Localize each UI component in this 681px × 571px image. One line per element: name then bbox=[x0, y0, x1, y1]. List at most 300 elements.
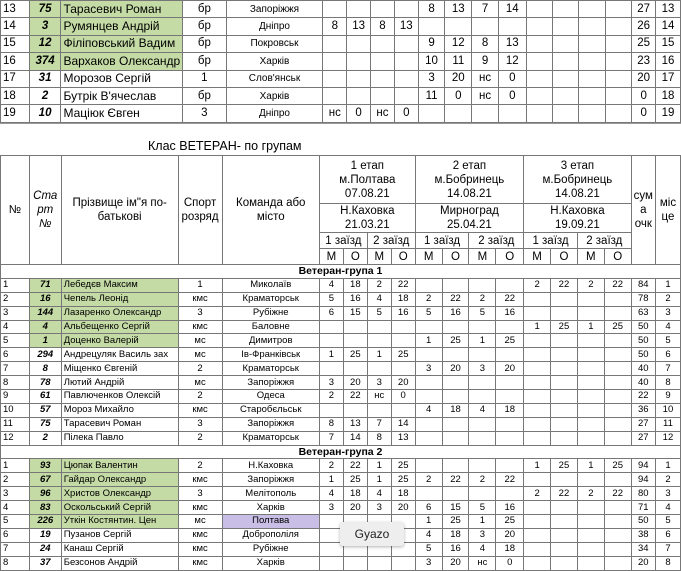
row-number: 16 bbox=[1, 53, 30, 70]
sport-rank: бр bbox=[183, 1, 226, 18]
athlete-name: Чепель Леонід bbox=[61, 292, 178, 306]
score-cell: 1 bbox=[415, 334, 442, 348]
sum-points: 50 bbox=[631, 348, 655, 362]
table-row bbox=[1, 403, 681, 417]
team-city: Рубіжне bbox=[222, 306, 319, 320]
score-cell bbox=[551, 528, 578, 542]
start-number: 57 bbox=[29, 403, 61, 417]
score-cell bbox=[371, 87, 395, 104]
score-cell: 22 bbox=[391, 278, 415, 292]
athlete-name: Гайдар Олександр bbox=[61, 473, 178, 487]
score-cell: 5 bbox=[319, 292, 343, 306]
score-cell bbox=[577, 473, 604, 487]
score-cell: 1 bbox=[319, 348, 343, 362]
score-cell: 0 bbox=[394, 105, 418, 122]
sum-points: 80 bbox=[631, 487, 655, 501]
header-num: № bbox=[1, 156, 30, 265]
sum-points: 20 bbox=[631, 556, 655, 570]
final-place: 12 bbox=[655, 431, 680, 445]
score-cell: 25 bbox=[496, 515, 524, 529]
final-place: 19 bbox=[656, 105, 681, 122]
final-place: 11 bbox=[655, 417, 680, 431]
score-cell: 18 bbox=[391, 487, 415, 501]
start-number: 2 bbox=[29, 431, 61, 445]
score-cell: 20 bbox=[442, 556, 469, 570]
score-cell bbox=[415, 376, 442, 390]
score-cell bbox=[524, 528, 551, 542]
sport-rank: кмс bbox=[178, 292, 222, 306]
score-cell bbox=[394, 35, 418, 52]
table-row bbox=[1, 334, 681, 348]
team-city: Одеса bbox=[222, 390, 319, 404]
team-city: Н.Каховка bbox=[222, 459, 319, 473]
score-cell: 25 bbox=[343, 473, 367, 487]
points-col-label: О bbox=[391, 249, 415, 265]
start-number: 3 bbox=[29, 18, 61, 35]
athlete-name: Пузанов Сергій bbox=[61, 528, 178, 542]
score-cell bbox=[496, 320, 524, 334]
score-cell bbox=[577, 417, 604, 431]
final-place: 3 bbox=[655, 487, 680, 501]
stage2-sub bbox=[415, 204, 523, 233]
score-cell: нс bbox=[469, 556, 496, 570]
race2-label: 2 заїзд bbox=[367, 233, 415, 249]
score-cell bbox=[323, 70, 347, 87]
table-row bbox=[1, 70, 681, 87]
final-place: 18 bbox=[656, 87, 681, 104]
score-cell bbox=[551, 292, 578, 306]
stage3-title: 3 етап bbox=[560, 159, 595, 172]
sport-rank: 3 bbox=[178, 306, 222, 320]
final-place: 3 bbox=[655, 306, 680, 320]
stage1-header bbox=[319, 156, 415, 204]
score-cell bbox=[343, 556, 367, 570]
score-cell: 25 bbox=[442, 334, 469, 348]
score-cell bbox=[524, 348, 551, 362]
final-place: 4 bbox=[655, 320, 680, 334]
score-cell bbox=[394, 1, 418, 18]
score-cell: 0 bbox=[496, 556, 524, 570]
score-cell bbox=[604, 473, 631, 487]
score-cell: 13 bbox=[391, 431, 415, 445]
sport-rank: кмс bbox=[178, 473, 222, 487]
score-cell bbox=[604, 306, 631, 320]
score-cell bbox=[496, 348, 524, 362]
score-cell: 2 bbox=[367, 278, 391, 292]
score-cell bbox=[577, 306, 604, 320]
sport-rank: кмс bbox=[178, 542, 222, 556]
score-cell bbox=[418, 18, 445, 35]
table-row bbox=[1, 501, 681, 515]
score-cell: 22 bbox=[442, 473, 469, 487]
gyazo-button[interactable]: Gyazo bbox=[340, 522, 404, 546]
athlete-name: Морозов Сергій bbox=[61, 70, 183, 87]
sport-rank: кмс bbox=[178, 501, 222, 515]
final-place: 4 bbox=[655, 501, 680, 515]
score-cell bbox=[323, 53, 347, 70]
score-cell bbox=[343, 362, 367, 376]
row-number: 3 bbox=[1, 306, 30, 320]
team-city: Дніпро bbox=[226, 105, 323, 122]
final-place: 17 bbox=[656, 70, 681, 87]
score-cell bbox=[551, 348, 578, 362]
row-number: 1 bbox=[1, 459, 30, 473]
start-number: 16 bbox=[29, 292, 61, 306]
final-place: 8 bbox=[655, 556, 680, 570]
score-cell bbox=[496, 487, 524, 501]
score-cell: 1 bbox=[367, 348, 391, 362]
score-cell bbox=[551, 556, 578, 570]
start-number: 93 bbox=[29, 459, 61, 473]
score-cell: 13 bbox=[394, 18, 418, 35]
row-number: 1 bbox=[1, 278, 30, 292]
score-cell: 2 bbox=[524, 487, 551, 501]
sport-rank: мс bbox=[178, 515, 222, 529]
score-cell bbox=[496, 431, 524, 445]
team-city: Старобєльськ bbox=[222, 403, 319, 417]
athlete-name: Тарасевич Роман bbox=[61, 417, 178, 431]
score-cell: 5 bbox=[415, 306, 442, 320]
score-cell: 8 bbox=[371, 18, 395, 35]
row-number: 8 bbox=[1, 376, 30, 390]
final-place: 9 bbox=[655, 390, 680, 404]
score-cell: 25 bbox=[604, 459, 631, 473]
score-cell: 3 bbox=[367, 501, 391, 515]
row-number: 5 bbox=[1, 515, 30, 529]
start-number: 12 bbox=[29, 35, 61, 52]
score-cell bbox=[524, 390, 551, 404]
race1-label: 1 заїзд bbox=[319, 233, 367, 249]
sum-points: 84 bbox=[631, 278, 655, 292]
score-cell bbox=[442, 278, 469, 292]
header-rank: Спорт розряд bbox=[178, 156, 222, 265]
score-cell: 8 bbox=[472, 35, 499, 52]
score-cell: 22 bbox=[551, 278, 578, 292]
score-cell: 16 bbox=[442, 542, 469, 556]
team-city: Харків bbox=[222, 556, 319, 570]
score-cell: 11 bbox=[445, 53, 472, 70]
start-number: 1 bbox=[29, 334, 61, 348]
score-cell: 15 bbox=[442, 501, 469, 515]
table-row bbox=[1, 306, 681, 320]
score-cell bbox=[415, 348, 442, 362]
start-number: 24 bbox=[29, 542, 61, 556]
sum-points: 34 bbox=[631, 542, 655, 556]
score-cell: 0 bbox=[498, 70, 526, 87]
score-cell bbox=[604, 417, 631, 431]
score-cell bbox=[605, 53, 631, 70]
row-number: 2 bbox=[1, 292, 30, 306]
table-row bbox=[1, 376, 681, 390]
team-city: Краматорськ bbox=[222, 431, 319, 445]
score-cell: 2 bbox=[415, 292, 442, 306]
score-cell bbox=[367, 403, 391, 417]
score-cell bbox=[442, 431, 469, 445]
score-cell bbox=[551, 306, 578, 320]
score-cell bbox=[577, 515, 604, 529]
score-cell bbox=[577, 348, 604, 362]
stage3-place: м.Бобринець bbox=[542, 173, 613, 186]
sport-rank: кмс bbox=[178, 320, 222, 334]
score-cell bbox=[524, 556, 551, 570]
score-cell: 3 bbox=[319, 376, 343, 390]
score-cell bbox=[551, 501, 578, 515]
stage1-date: 07.08.21 bbox=[344, 187, 390, 200]
sum-points: 36 bbox=[631, 403, 655, 417]
team-city: Димитров bbox=[222, 334, 319, 348]
start-number: 83 bbox=[29, 501, 61, 515]
final-place: 10 bbox=[655, 403, 680, 417]
table-row bbox=[1, 473, 681, 487]
score-cell: 1 bbox=[469, 334, 496, 348]
start-number: 71 bbox=[29, 278, 61, 292]
score-cell bbox=[496, 417, 524, 431]
stage3-sub bbox=[524, 204, 632, 233]
score-cell: 22 bbox=[442, 292, 469, 306]
score-cell: 4 bbox=[319, 278, 343, 292]
start-number: 31 bbox=[29, 70, 61, 87]
athlete-name: Бутрік В'ячеслав bbox=[61, 87, 183, 104]
score-cell bbox=[577, 376, 604, 390]
score-cell bbox=[469, 320, 496, 334]
table-row bbox=[1, 35, 681, 52]
score-cell bbox=[343, 334, 367, 348]
score-cell: 18 bbox=[442, 528, 469, 542]
score-cell: 3 bbox=[415, 362, 442, 376]
score-cell bbox=[391, 320, 415, 334]
sum-points: 0 bbox=[632, 105, 656, 122]
team-city: Краматорськ bbox=[222, 362, 319, 376]
sport-rank: мс bbox=[178, 334, 222, 348]
score-cell: 20 bbox=[391, 501, 415, 515]
header-place: міс це bbox=[655, 156, 680, 265]
sum-points: 27 bbox=[631, 431, 655, 445]
score-cell bbox=[415, 487, 442, 501]
blank-row-gap bbox=[0, 123, 681, 142]
sport-rank: 2 bbox=[178, 459, 222, 473]
stage2-header bbox=[415, 156, 523, 204]
sum-points: 26 bbox=[632, 18, 656, 35]
score-cell bbox=[442, 376, 469, 390]
score-cell: 18 bbox=[391, 292, 415, 306]
sum-points: 25 bbox=[632, 35, 656, 52]
team-city: Мелітополь bbox=[222, 487, 319, 501]
place-col-label: М bbox=[367, 249, 391, 265]
team-city: Миколаїв bbox=[222, 278, 319, 292]
final-place: 13 bbox=[656, 1, 681, 18]
score-cell bbox=[579, 87, 605, 104]
score-cell bbox=[367, 320, 391, 334]
score-cell bbox=[469, 376, 496, 390]
score-cell bbox=[415, 278, 442, 292]
score-cell: 20 bbox=[442, 362, 469, 376]
score-cell: 20 bbox=[445, 70, 472, 87]
score-cell: 4 bbox=[415, 403, 442, 417]
sum-points: 27 bbox=[632, 1, 656, 18]
score-cell bbox=[553, 70, 579, 87]
table-row bbox=[1, 431, 681, 445]
score-cell: 18 bbox=[496, 542, 524, 556]
row-number: 3 bbox=[1, 487, 30, 501]
row-number: 18 bbox=[1, 87, 30, 104]
stage1-title: 1 етап bbox=[350, 159, 384, 172]
score-cell bbox=[469, 487, 496, 501]
score-cell bbox=[347, 70, 371, 87]
score-cell: 1 bbox=[367, 473, 391, 487]
start-number: 75 bbox=[29, 417, 61, 431]
final-place: 2 bbox=[655, 473, 680, 487]
table-row bbox=[1, 390, 681, 404]
start-number: 67 bbox=[29, 473, 61, 487]
athlete-name: Пілека Павло bbox=[61, 431, 178, 445]
score-cell: 20 bbox=[496, 528, 524, 542]
score-cell bbox=[526, 35, 552, 52]
place-col-label: М bbox=[319, 249, 343, 265]
sum-points: 94 bbox=[631, 459, 655, 473]
final-place: 1 bbox=[655, 459, 680, 473]
score-cell: 1 bbox=[367, 459, 391, 473]
score-cell bbox=[551, 473, 578, 487]
score-cell bbox=[526, 1, 552, 18]
final-place: 2 bbox=[655, 292, 680, 306]
team-city: Ів-Франківськ bbox=[222, 348, 319, 362]
score-cell: 1 bbox=[577, 320, 604, 334]
score-cell: 1 bbox=[319, 473, 343, 487]
score-cell: 2 bbox=[469, 473, 496, 487]
score-cell: нс bbox=[472, 87, 499, 104]
score-cell: 14 bbox=[391, 417, 415, 431]
score-cell: 9 bbox=[472, 53, 499, 70]
score-cell: 15 bbox=[343, 306, 367, 320]
score-cell: 7 bbox=[319, 431, 343, 445]
score-cell: 2 bbox=[524, 278, 551, 292]
table-row bbox=[1, 320, 681, 334]
score-cell bbox=[469, 348, 496, 362]
row-number: 6 bbox=[1, 348, 30, 362]
score-cell bbox=[604, 376, 631, 390]
score-cell: 16 bbox=[391, 306, 415, 320]
final-place: 6 bbox=[655, 348, 680, 362]
score-cell bbox=[579, 70, 605, 87]
score-cell bbox=[496, 376, 524, 390]
score-cell bbox=[415, 320, 442, 334]
score-cell: 0 bbox=[498, 87, 526, 104]
row-number: 17 bbox=[1, 70, 30, 87]
athlete-name: Цюпак Валентин bbox=[61, 459, 178, 473]
score-cell: 0 bbox=[445, 87, 472, 104]
score-cell bbox=[551, 417, 578, 431]
table-row bbox=[1, 417, 681, 431]
score-cell bbox=[319, 362, 343, 376]
score-cell bbox=[553, 1, 579, 18]
score-cell bbox=[496, 390, 524, 404]
score-cell bbox=[524, 376, 551, 390]
team-city: Краматорськ bbox=[222, 292, 319, 306]
score-cell: 25 bbox=[551, 459, 578, 473]
score-cell: 18 bbox=[442, 403, 469, 417]
score-cell bbox=[524, 473, 551, 487]
sport-rank: бр bbox=[183, 35, 226, 52]
sport-rank: 1 bbox=[178, 278, 222, 292]
place-col-label: М bbox=[524, 249, 551, 265]
score-cell bbox=[579, 18, 605, 35]
score-cell: 9 bbox=[418, 35, 445, 52]
score-cell: 2 bbox=[577, 487, 604, 501]
score-cell bbox=[579, 105, 605, 122]
score-cell bbox=[551, 515, 578, 529]
score-cell: 4 bbox=[367, 292, 391, 306]
score-cell bbox=[347, 87, 371, 104]
points-col-label: О bbox=[551, 249, 578, 265]
place-col-label: М bbox=[577, 249, 604, 265]
score-cell bbox=[605, 1, 631, 18]
score-cell: нс bbox=[323, 105, 347, 122]
header-team: Команда або місто bbox=[222, 156, 319, 265]
score-cell bbox=[442, 417, 469, 431]
score-cell bbox=[415, 390, 442, 404]
athlete-name: Лазаренко Олександр bbox=[61, 306, 178, 320]
athlete-name: Лютий Андрій bbox=[61, 376, 178, 390]
score-cell bbox=[524, 334, 551, 348]
score-cell bbox=[319, 556, 343, 570]
score-cell: 22 bbox=[343, 459, 367, 473]
row-number: 19 bbox=[1, 105, 30, 122]
team-city: Харків bbox=[226, 87, 323, 104]
score-cell: 5 bbox=[469, 306, 496, 320]
row-number: 7 bbox=[1, 362, 30, 376]
score-cell: 25 bbox=[551, 320, 578, 334]
class-title: Клас ВЕТЕРАН- по групам bbox=[148, 139, 302, 153]
race1-label: 1 заїзд bbox=[415, 233, 469, 249]
score-cell bbox=[577, 556, 604, 570]
row-number: 7 bbox=[1, 542, 30, 556]
row-number: 13 bbox=[1, 1, 30, 18]
score-cell: 3 bbox=[469, 528, 496, 542]
score-cell: 7 bbox=[367, 417, 391, 431]
score-cell: 16 bbox=[496, 306, 524, 320]
score-cell bbox=[604, 528, 631, 542]
race2-label: 2 заїзд bbox=[469, 233, 524, 249]
sum-points: 40 bbox=[631, 362, 655, 376]
sport-rank: 1 bbox=[183, 70, 226, 87]
sum-points: 23 bbox=[632, 53, 656, 70]
row-number: 14 bbox=[1, 18, 30, 35]
final-place: 5 bbox=[655, 334, 680, 348]
sum-points: 38 bbox=[631, 528, 655, 542]
score-cell: 8 bbox=[367, 431, 391, 445]
team-city: Харків bbox=[222, 501, 319, 515]
score-cell: 5 bbox=[367, 306, 391, 320]
final-place: 8 bbox=[655, 376, 680, 390]
score-cell: нс bbox=[371, 105, 395, 122]
athlete-name: Уткін Костянтин. Цен bbox=[61, 515, 178, 529]
score-cell bbox=[524, 306, 551, 320]
header-start: Ста рт № bbox=[29, 156, 61, 265]
athlete-name: Андрецуляк Василь зах bbox=[61, 348, 178, 362]
team-city: Запоріжжя bbox=[222, 417, 319, 431]
final-place: 7 bbox=[655, 542, 680, 556]
score-cell bbox=[577, 431, 604, 445]
header-name: Прізвище ім"я по-батькові bbox=[61, 156, 178, 265]
score-cell bbox=[391, 334, 415, 348]
score-cell bbox=[418, 105, 445, 122]
header-sum: сум а очк bbox=[631, 156, 655, 265]
stage2-sub-date: 25.04.21 bbox=[447, 219, 492, 231]
sport-rank: 2 bbox=[178, 390, 222, 404]
score-cell bbox=[524, 403, 551, 417]
score-cell bbox=[551, 431, 578, 445]
athlete-name: Вархаков Олександр bbox=[61, 53, 183, 70]
